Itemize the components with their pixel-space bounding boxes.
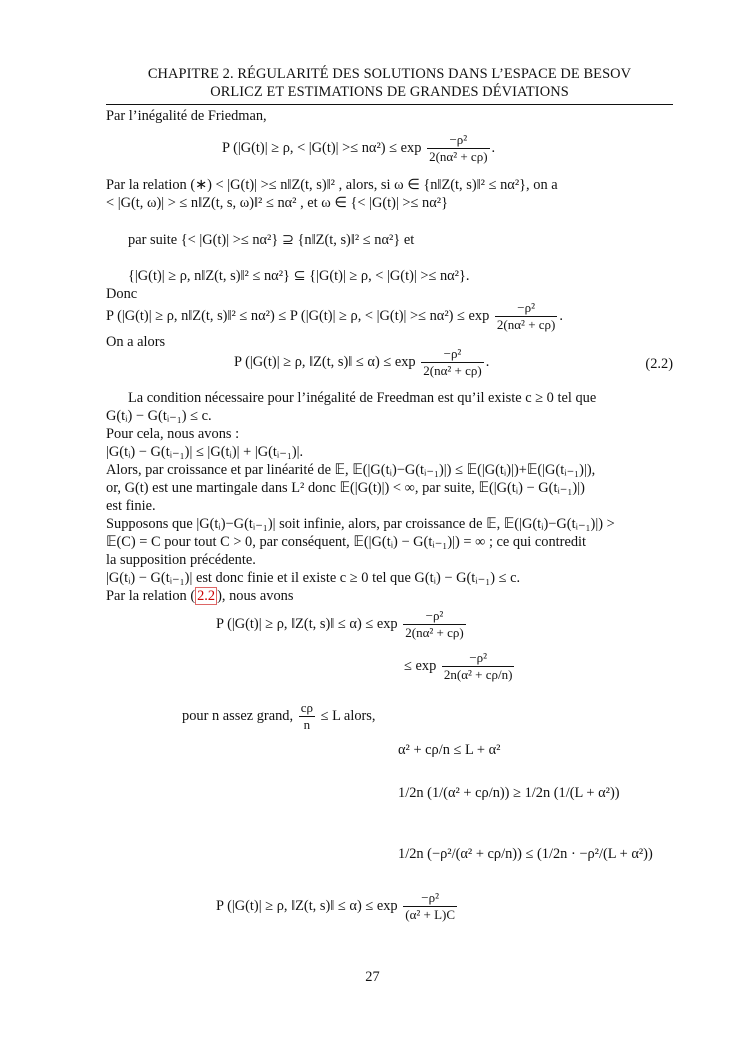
running-header-line1: CHAPITRE 2. RÉGULARITÉ DES SOLUTIONS DANS L’ESPACE DE BESOV (147, 66, 632, 82)
equation-lhs: P (|G(t)| ≥ ρ, ‖Z(t, s)‖ ≤ α) ≤ exp (216, 615, 398, 632)
fraction-denominator: 2(nα² + cρ) (496, 317, 556, 332)
header-rule (106, 104, 673, 105)
paragraph-linearity-line3: est finie. (106, 498, 156, 514)
fraction-denominator: 2(nα² + cρ) (405, 625, 464, 640)
paragraph-condition-line2: G(tᵢ) − G(tᵢ₋₁) ≤ c. (106, 408, 212, 424)
fraction-denominator: (α² + L)C (405, 907, 456, 922)
equation-negative-bound: 1/2n (−ρ²/(α² + cρ/n)) ≤ (1/2n · −ρ²/(L + α²)) (398, 846, 653, 862)
paragraph-linearity-line2: or, G(t) est une martingale dans L² donc 𝔼(|G(t)|) < ∞, par suite, 𝔼(|G(tᵢ) − G(tᵢ₋₁)|) (106, 480, 585, 496)
paragraph-relation-line1: Par la relation (∗) < |G(t)| >≤ n‖Z(t, s)‖² , alors, si ω ∈ {n‖Z(t, s)‖² ≤ nα²}, on a (106, 177, 558, 193)
paragraph-supposons-line2: 𝔼(C) = C pour tout C > 0, par conséquent, 𝔼(|G(tᵢ) − G(tᵢ₋₁)|) = ∞ ; ce qui contredit (106, 534, 587, 550)
equation-lhs: P (|G(t)| ≥ ρ, ‖Z(t, s)‖ ≤ α) ≤ exp (216, 897, 398, 914)
equation-number: (2.2) (645, 356, 673, 372)
fraction-numerator: −ρ² (449, 132, 468, 147)
paragraph-par-suite: par suite {< |G(t)| >≤ nα²} ⊇ {n‖Z(t, s)‖² ≤ nα²} et (128, 232, 415, 248)
paragraph-par-la-relation (106, 588, 293, 605)
text-after-frac: ≤ L alors, (320, 707, 376, 724)
equation-reciprocal-bound: 1/2n (1/(α² + cρ/n)) ≥ 1/2n (1/(L + α²)) (398, 785, 620, 801)
paragraph-relation-line2: < |G(t, ω)| > ≤ n‖Z(t, s, ω)‖² ≤ nα² , et ω ∈ {< |G(t)| >≤ nα²} (106, 195, 448, 211)
fraction-denominator: 2(nα² + cρ) (423, 363, 482, 378)
equation-alpha-bound: α² + cρ/n ≤ L + α² (398, 742, 501, 758)
fraction-numerator: −ρ² (469, 650, 488, 665)
equation-friedman: P (|G(t)| ≥ ρ, < |G(t)| >≤ nα²) ≤ exp $\frac{\text{−ρ²}}{\text{2(nα² + cρ)}}$ . (222, 132, 496, 164)
equation-reference-link[interactable]: 2.2 (197, 588, 216, 604)
text-after-ref: ), nous avons (217, 588, 294, 604)
fraction-numerator: −ρ² (421, 890, 439, 905)
paragraph-pour-n-assez-grand (182, 700, 376, 733)
paragraph-supposons-line3: la supposition précédente. (106, 552, 256, 568)
paragraph-inclusion: {|G(t)| ≥ ρ, n‖Z(t, s)‖² ≤ nα²} ⊆ {|G(t)| ≥ ρ, < |G(t)| >≤ nα²}. (128, 268, 470, 284)
fraction-denominator: 2(nα² + cρ) (429, 149, 488, 164)
inline-fraction (299, 700, 315, 733)
page-number: 27 (365, 969, 380, 985)
equation-lhs: P (|G(t)| ≥ ρ, n‖Z(t, s)‖² ≤ nα²) ≤ P (|G(t)| ≥ ρ, < |G(t)| >≤ nα²) ≤ exp (106, 307, 490, 324)
paragraph-donc: Donc (106, 286, 138, 302)
paragraph-linearity-line1: Alors, par croissance et par linéarité de 𝔼, 𝔼(|G(tᵢ)−G(tᵢ₋₁)|) ≤ 𝔼(|G(tᵢ)|)+𝔼(|G(tᵢ₋₁)|), (106, 462, 596, 478)
running-header-line2: ORLICZ ET ESTIMATIONS DE GRANDES DÉVIATIONS (210, 84, 569, 100)
equation-fraction (442, 650, 515, 683)
paragraph-triangle-inequality: |G(tᵢ) − G(tᵢ₋₁)| ≤ |G(tᵢ)| + |G(tᵢ₋₁)|. (106, 444, 304, 460)
equation-bound-2 (404, 650, 516, 683)
equation-2-2: P (|G(t)| ≥ ρ, ‖Z(t, s)‖ ≤ α) ≤ exp $\frac{\text{−ρ²}}{\text{2(nα² + cρ)}}$ . (234, 346, 490, 378)
paragraph-friedman-intro: Par l’inégalité de Friedman, (106, 108, 267, 124)
paragraph-on-a-alors: On a alors (106, 334, 166, 350)
equation-fraction (403, 608, 465, 641)
equation-fraction (427, 132, 489, 165)
equation-lhs: P (|G(t)| ≥ ρ, ‖Z(t, s)‖ ≤ α) ≤ exp (234, 353, 416, 370)
fraction-numerator: −ρ² (425, 608, 444, 623)
fraction-numerator: cρ (300, 700, 313, 715)
equation-final-bound (216, 890, 459, 923)
paragraph-pour-cela: Pour cela, nous avons : (106, 426, 240, 442)
fraction-numerator: −ρ² (443, 346, 462, 361)
equation-fraction (421, 346, 483, 379)
equation-inequality-chain: P (|G(t)| ≥ ρ, n‖Z(t, s)‖² ≤ nα²) ≤ P (|G(t)| ≥ ρ, < |G(t)| >≤ nα²) ≤ exp $\frac{\text{−ρ²}}{\text{2(nα² + cρ)}}$ . (106, 300, 563, 332)
equation-fraction (495, 300, 557, 333)
paragraph-finie: |G(tᵢ) − G(tᵢ₋₁)| est donc finie et il existe c ≥ 0 tel que G(tᵢ) − G(tᵢ₋₁) ≤ c. (106, 570, 521, 586)
equation-fraction (403, 890, 457, 923)
text-before-ref: Par la relation ( (106, 588, 196, 604)
text-before-frac: pour n assez grand, (182, 707, 294, 724)
equation-lhs: ≤ exp (404, 657, 437, 674)
equation-lhs: P (|G(t)| ≥ ρ, < |G(t)| >≤ nα²) ≤ exp (222, 139, 422, 156)
fraction-denominator: 2n(α² + cρ/n) (443, 667, 513, 682)
paragraph-supposons-line1: Supposons que |G(tᵢ)−G(tᵢ₋₁)| soit infinie, alors, par croissance de 𝔼, 𝔼(|G(tᵢ)−G(tᵢ₋₁)|) > (106, 516, 615, 532)
fraction-denominator: n (299, 716, 315, 733)
paragraph-condition-line1: La condition nécessaire pour l’inégalité de Freedman est qu’il existe c ≥ 0 tel que (128, 390, 597, 406)
fraction-numerator: −ρ² (517, 300, 535, 315)
equation-bound-1 (216, 608, 468, 641)
